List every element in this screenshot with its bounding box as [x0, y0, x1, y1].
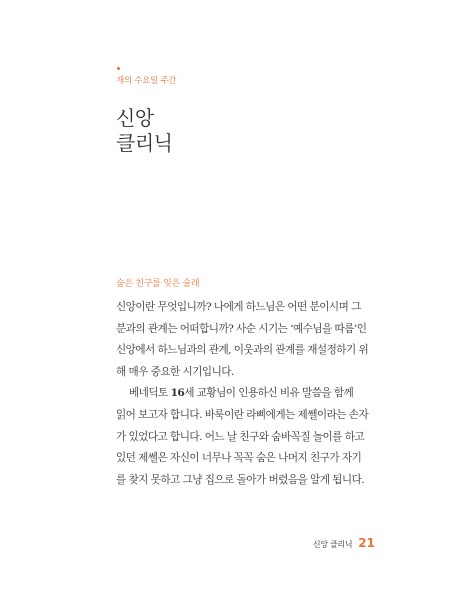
- page-title: [116, 106, 172, 156]
- paragraph-1-line-4: 해 매우 중요한 시기입니다.: [116, 365, 234, 378]
- page-number: 21: [358, 536, 375, 550]
- paragraph-2-line-1: [116, 383, 378, 405]
- paragraph-2-number: 16: [170, 387, 185, 400]
- paragraph-2-line-4: 있던 제쎌은 자신이 너무나 꼭꼭 숨은 나머지 친구가 자기: [116, 452, 362, 465]
- page-footer: [313, 536, 375, 550]
- section-label: 재의 수요일 주간: [116, 76, 177, 86]
- paragraph-2-line-3: 가 있었다고 합니다. 어느 날 친구와 숨바꼭질 놀이를 하고: [116, 430, 365, 443]
- paragraph-2-line-2: 읽어 보고자 합니다. 바룩이란 라삐에게는 제쎌이라는 손자: [116, 408, 369, 421]
- paragraph-2-rest: 세 교황님이 인용하신 비유 말씀을 함께: [184, 387, 354, 400]
- paragraph-1-line-2: 분과의 관계는 어떠합니까? 사순 시기는 ‘예수님을 따름’인: [116, 322, 367, 335]
- title-line-1: 신앙: [116, 106, 154, 130]
- section-subheading: 숨은 친구를 잊은 술래: [116, 279, 200, 289]
- running-title: 신앙 클리닉: [312, 540, 353, 549]
- section-marker-dot: [117, 67, 120, 70]
- paragraph-1-line-3: 신앙에서 하느님과의 관계, 이웃과의 관계를 재설정하기 위: [116, 344, 369, 357]
- paragraph-2-start: 베네딕토: [129, 387, 171, 400]
- paragraph-2-line-5: 를 찾지 못하고 그냥 집으로 돌아가 버렸음을 알게 됩니다.: [116, 473, 365, 486]
- paragraph-1-line-1: 신앙이란 무엇입니까? 나에게 하느님은 어떤 분이시며 그: [116, 301, 361, 313]
- title-line-2: 클리닉: [116, 131, 173, 155]
- body-text: [116, 297, 378, 491]
